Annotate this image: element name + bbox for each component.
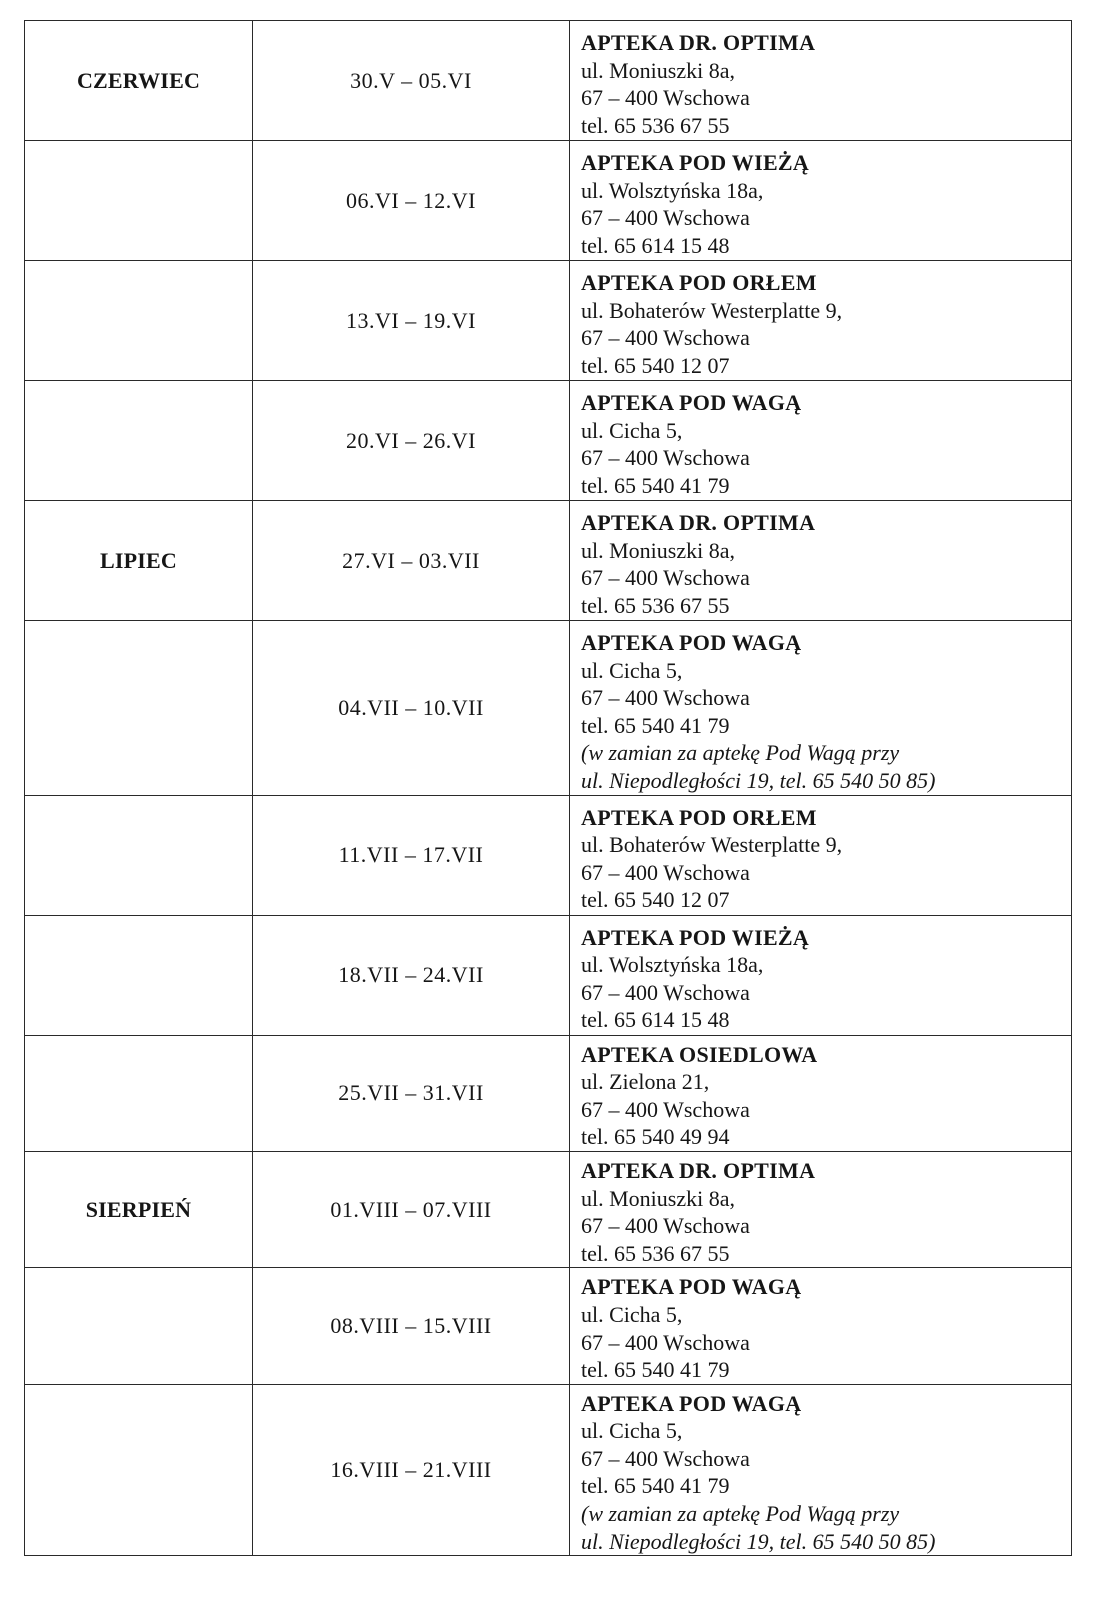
date-range-cell: 08.VIII – 15.VIII — [253, 1268, 570, 1384]
pharmacy-name: APTEKA DR. OPTIMA — [581, 510, 816, 535]
pharmacy-street: ul. Zielona 21, — [581, 1069, 710, 1095]
date-range-cell: 01.VIII – 07.VIII — [253, 1151, 570, 1267]
pharmacy-city: 67 – 400 Wschowa — [581, 1096, 750, 1122]
pharmacy-phone: tel. 65 614 15 48 — [581, 232, 730, 258]
pharmacy-name: APTEKA OSIEDLOWA — [581, 1041, 818, 1067]
pharmacy-city: 67 – 400 Wschowa — [581, 685, 750, 711]
pharmacy-cell — [570, 621, 1072, 796]
date-range-cell: 20.VI – 26.VI — [253, 381, 570, 501]
table-row — [25, 915, 1072, 1035]
table-row — [25, 501, 1072, 621]
pharmacy-name: APTEKA POD WAGĄ — [581, 390, 802, 415]
pharmacy-phone: tel. 65 540 12 07 — [581, 887, 730, 913]
month-cell — [25, 795, 253, 915]
pharmacy-street: ul. Wolsztyńska 18a, — [581, 952, 764, 978]
date-range-cell: 04.VII – 10.VII — [253, 621, 570, 796]
pharmacy-city: 67 – 400 Wschowa — [581, 445, 750, 471]
month-cell — [25, 621, 253, 796]
pharmacy-street: ul. Cicha 5, — [581, 1418, 683, 1444]
table-row — [25, 381, 1072, 501]
pharmacy-name: APTEKA DR. OPTIMA — [581, 1157, 816, 1183]
pharmacy-name: APTEKA POD WAGĄ — [581, 1274, 802, 1300]
pharmacy-phone: tel. 65 540 12 07 — [581, 352, 730, 378]
pharmacy-city: 67 – 400 Wschowa — [581, 1329, 750, 1355]
month-cell — [25, 1035, 253, 1151]
pharmacy-phone: tel. 65 540 41 79 — [581, 712, 730, 738]
month-cell — [25, 261, 253, 381]
pharmacy-street: ul. Bohaterów Westerplatte 9, — [581, 832, 843, 858]
pharmacy-name: APTEKA DR. OPTIMA — [581, 30, 816, 55]
date-range-cell: 16.VIII – 21.VIII — [253, 1384, 570, 1556]
date-range-cell: 25.VII – 31.VII — [253, 1035, 570, 1151]
pharmacy-phone: tel. 65 536 67 55 — [581, 592, 730, 618]
pharmacy-city: 67 – 400 Wschowa — [581, 565, 750, 591]
pharmacy-name: APTEKA POD ORŁEM — [581, 270, 817, 295]
table-row — [25, 1268, 1072, 1384]
date-range-cell: 27.VI – 03.VII — [253, 501, 570, 621]
month-cell — [25, 141, 253, 261]
pharmacy-cell — [570, 1035, 1072, 1151]
pharmacy-cell — [570, 141, 1072, 261]
pharmacy-name: APTEKA POD WIEŻĄ — [581, 150, 810, 175]
month-cell: CZERWIEC — [25, 21, 253, 141]
table-row — [25, 1384, 1072, 1556]
month-cell — [25, 915, 253, 1035]
pharmacy-street: ul. Moniuszki 8a, — [581, 57, 735, 83]
pharmacy-cell — [570, 501, 1072, 621]
pharmacy-city: 67 – 400 Wschowa — [581, 1445, 750, 1471]
pharmacy-city: 67 – 400 Wschowa — [581, 85, 750, 111]
pharmacy-cell — [570, 261, 1072, 381]
table-row — [25, 261, 1072, 381]
pharmacy-phone: tel. 65 536 67 55 — [581, 1240, 730, 1266]
pharmacy-phone: tel. 65 540 41 79 — [581, 1357, 730, 1383]
month-cell — [25, 381, 253, 501]
pharmacy-note: ul. Niepodległości 19, tel. 65 540 50 85) — [581, 1528, 936, 1554]
date-range-cell: 11.VII – 17.VII — [253, 795, 570, 915]
pharmacy-phone: tel. 65 540 49 94 — [581, 1124, 730, 1150]
table-row — [25, 795, 1072, 915]
pharmacy-city: 67 – 400 Wschowa — [581, 325, 750, 351]
pharmacy-duty-schedule-table — [24, 20, 1072, 1556]
table-row — [25, 141, 1072, 261]
pharmacy-street: ul. Cicha 5, — [581, 1301, 683, 1327]
date-range-cell: 30.V – 05.VI — [253, 21, 570, 141]
date-range-cell: 06.VI – 12.VI — [253, 141, 570, 261]
pharmacy-street: ul. Moniuszki 8a, — [581, 1185, 735, 1211]
pharmacy-city: 67 – 400 Wschowa — [581, 979, 750, 1005]
pharmacy-name: APTEKA POD WAGĄ — [581, 630, 802, 655]
pharmacy-cell — [570, 21, 1072, 141]
month-cell — [25, 1268, 253, 1384]
month-cell: LIPIEC — [25, 501, 253, 621]
pharmacy-street: ul. Wolsztyńska 18a, — [581, 177, 764, 203]
pharmacy-cell — [570, 1268, 1072, 1384]
pharmacy-street: ul. Cicha 5, — [581, 657, 683, 683]
pharmacy-name: APTEKA POD ORŁEM — [581, 804, 817, 830]
date-range-cell: 18.VII – 24.VII — [253, 915, 570, 1035]
pharmacy-city: 67 – 400 Wschowa — [581, 205, 750, 231]
pharmacy-city: 67 – 400 Wschowa — [581, 859, 750, 885]
date-range-cell: 13.VI – 19.VI — [253, 261, 570, 381]
table-row — [25, 1151, 1072, 1267]
pharmacy-cell — [570, 795, 1072, 915]
pharmacy-phone: tel. 65 614 15 48 — [581, 1007, 730, 1033]
month-cell: SIERPIEŃ — [25, 1151, 253, 1267]
pharmacy-name: APTEKA POD WAGĄ — [581, 1390, 802, 1416]
pharmacy-street: ul. Bohaterów Westerplatte 9, — [581, 297, 843, 323]
month-cell — [25, 1384, 253, 1556]
pharmacy-note: ul. Niepodległości 19, tel. 65 540 50 85) — [581, 767, 936, 793]
pharmacy-note: (w zamian za aptekę Pod Wagą przy — [581, 1501, 900, 1527]
pharmacy-city: 67 – 400 Wschowa — [581, 1213, 750, 1239]
pharmacy-cell — [570, 1384, 1072, 1556]
pharmacy-phone: tel. 65 540 41 79 — [581, 472, 730, 498]
table-row — [25, 621, 1072, 796]
pharmacy-cell — [570, 381, 1072, 501]
pharmacy-name: APTEKA POD WIEŻĄ — [581, 924, 810, 950]
pharmacy-note: (w zamian za aptekę Pod Wagą przy — [581, 740, 900, 766]
table-row — [25, 1035, 1072, 1151]
pharmacy-cell — [570, 915, 1072, 1035]
pharmacy-phone: tel. 65 536 67 55 — [581, 112, 730, 138]
pharmacy-street: ul. Cicha 5, — [581, 417, 683, 443]
table-row — [25, 21, 1072, 141]
pharmacy-phone: tel. 65 540 41 79 — [581, 1473, 730, 1499]
pharmacy-street: ul. Moniuszki 8a, — [581, 537, 735, 563]
pharmacy-cell — [570, 1151, 1072, 1267]
